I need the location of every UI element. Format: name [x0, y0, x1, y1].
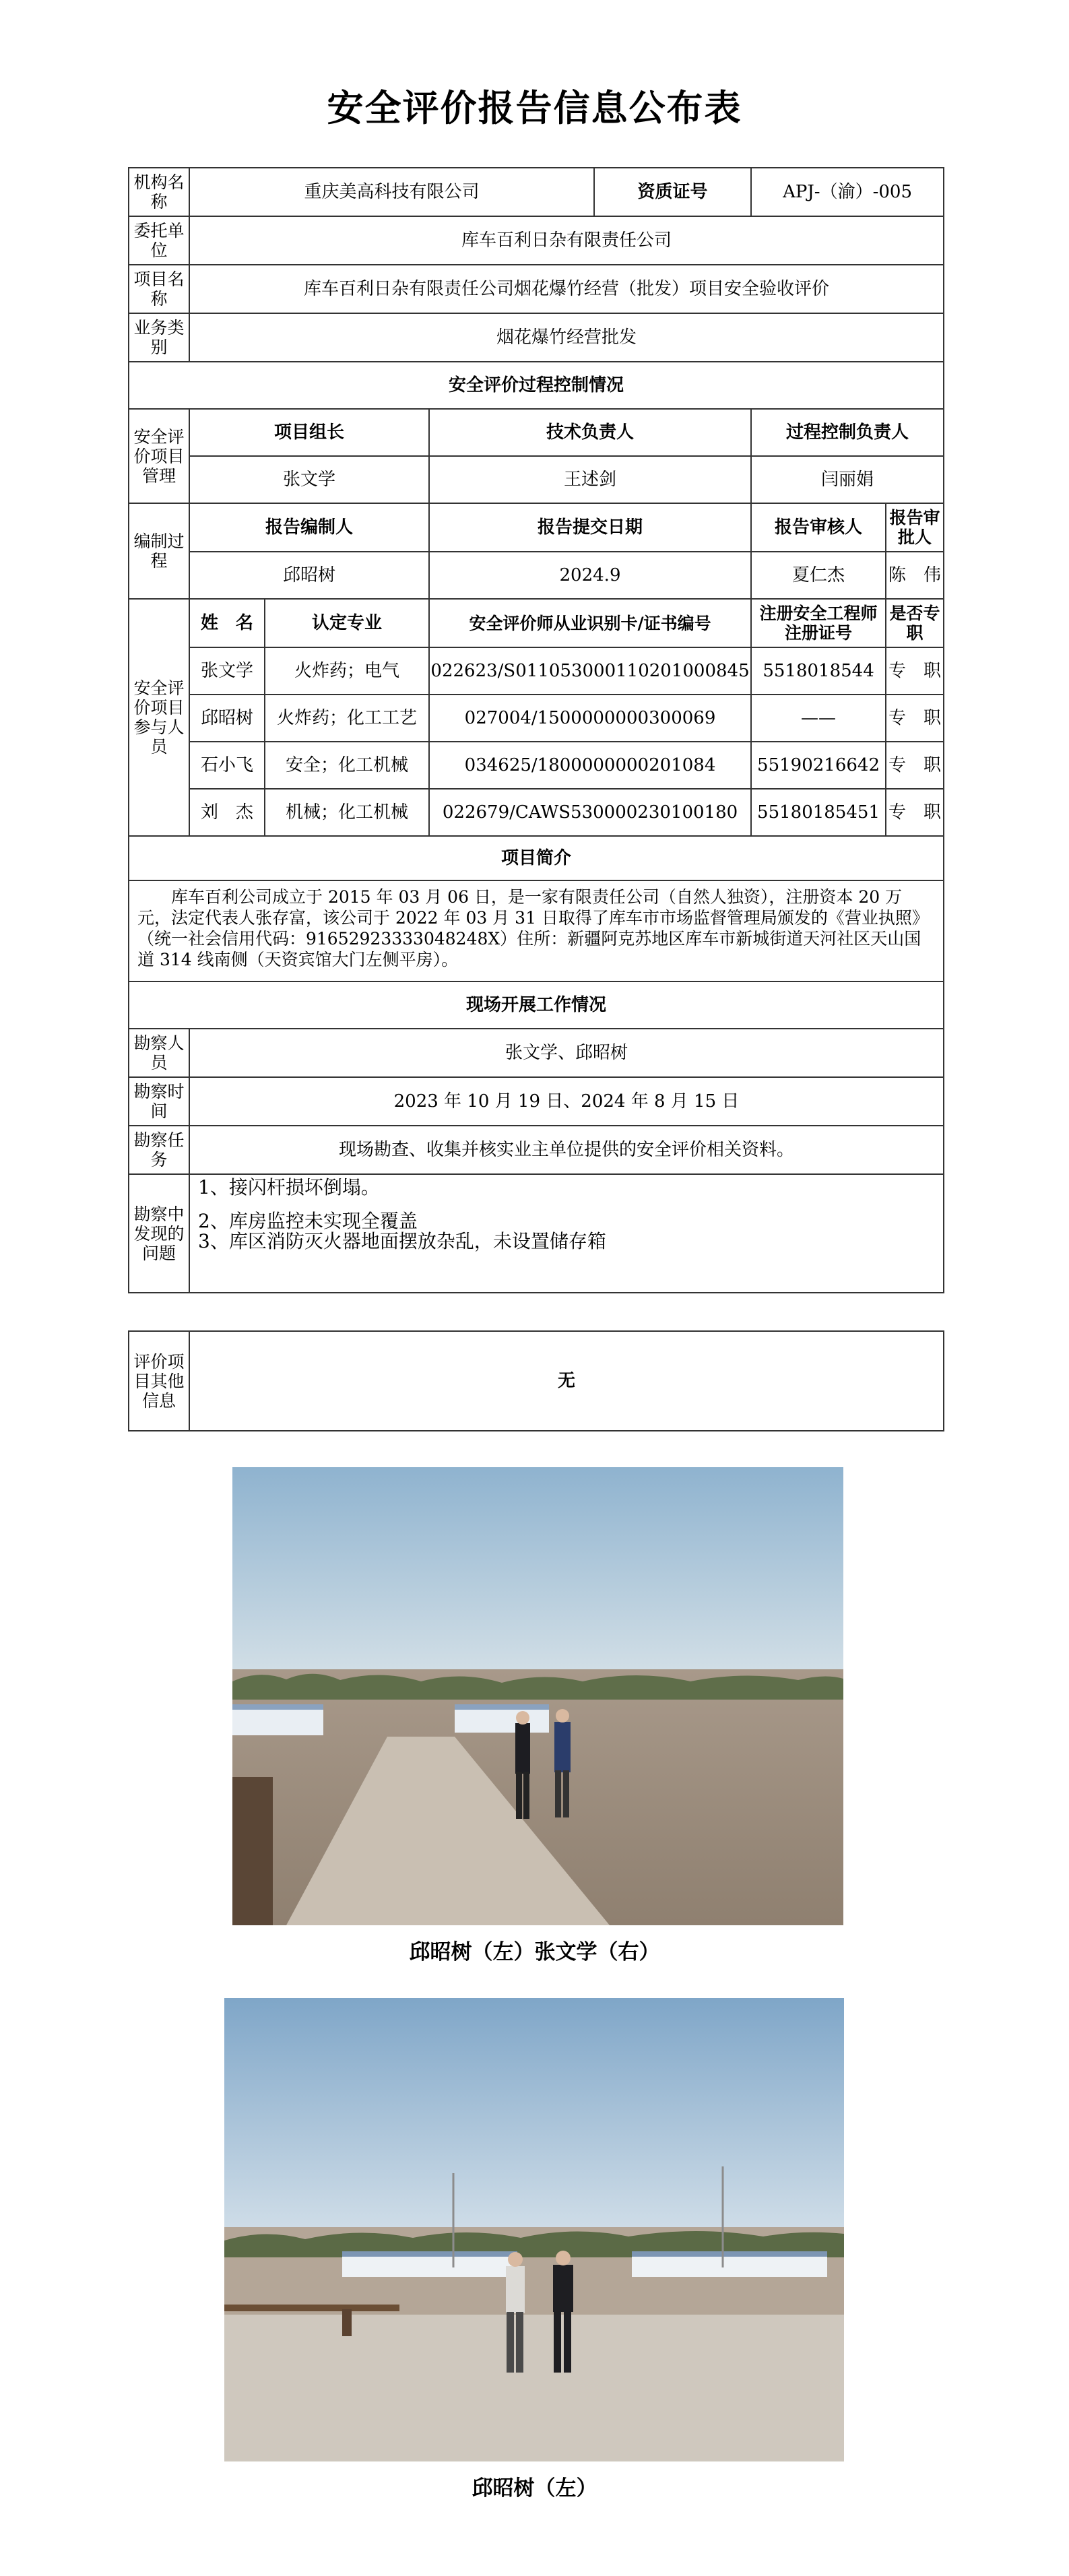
personnel-header-major: 认定专业	[265, 599, 429, 647]
other-value: 无	[189, 1331, 944, 1431]
person-major: 安全；化工机械	[265, 742, 429, 789]
person-major: 火炸药；电气	[265, 647, 429, 695]
person-reg: ——	[751, 695, 886, 742]
mgmt-header-leader: 项目组长	[189, 409, 429, 456]
mgmt-header-control: 过程控制负责人	[751, 409, 944, 456]
compile-header-approver: 报告审批人	[886, 503, 944, 552]
person-fulltime: 专 职	[886, 789, 944, 836]
personnel-header-name: 姓 名	[189, 599, 265, 647]
person-card: 027004/1500000000300069	[429, 695, 751, 742]
compile-label: 编制过程	[129, 503, 189, 599]
person-fulltime: 专 职	[886, 695, 944, 742]
survey-issues-list	[189, 1174, 944, 1293]
cert-value: APJ-（渝）-005	[751, 168, 944, 216]
site-section-title: 现场开展工作情况	[129, 981, 944, 1029]
compile-value-reviewer: 夏仁杰	[751, 552, 886, 599]
compile-value-date: 2024.9	[429, 552, 751, 599]
project-label: 项目名称	[129, 265, 189, 313]
personnel-header-fulltime: 是否专职	[886, 599, 944, 647]
compile-header-author: 报告编制人	[189, 503, 429, 552]
person-fulltime: 专 职	[886, 647, 944, 695]
mgmt-value-leader: 张文学	[189, 456, 429, 503]
person-fulltime: 专 职	[886, 742, 944, 789]
page-title: 安全评价报告信息公布表	[327, 87, 742, 129]
personnel-header-reg: 注册安全工程师注册证号	[751, 599, 886, 647]
business-label: 业务类别	[129, 313, 189, 362]
survey-task-value: 现场勘查、收集并核实业主单位提供的安全评价相关资料。	[189, 1126, 944, 1174]
other-info-table	[128, 1330, 944, 1431]
issue-item: 1、接闪杆损坏倒塌。	[198, 1176, 380, 1198]
info-table	[128, 167, 944, 1293]
person-major: 火炸药；化工工艺	[265, 695, 429, 742]
personnel-header-card: 安全评价师从业识别卡/证书编号	[429, 599, 751, 647]
org-label: 机构名称	[129, 168, 189, 216]
site-photo-2-image	[224, 1998, 844, 2461]
mgmt-header-tech: 技术负责人	[429, 409, 751, 456]
person-card: 022623/S011053000110201000845	[429, 647, 751, 695]
management-label: 安全评价项目管理	[129, 409, 189, 503]
compile-value-author: 邱昭树	[189, 552, 429, 599]
issue-item: 2、库房监控未实现全覆盖	[198, 1210, 418, 1232]
person-reg: 5518018544	[751, 647, 886, 695]
survey-people-label: 勘察人员	[129, 1029, 189, 1077]
other-label: 评价项目其他信息	[129, 1331, 189, 1431]
cert-label: 资质证号	[594, 168, 751, 216]
person-card: 034625/1800000000201084	[429, 742, 751, 789]
survey-time-value: 2023 年 10 月 19 日、2024 年 8 月 15 日	[189, 1077, 944, 1126]
person-name: 张文学	[189, 647, 265, 695]
project-value: 库车百利日杂有限责任公司烟花爆竹经营（批发）项目安全验收评价	[189, 265, 944, 313]
survey-time-label: 勘察时间	[129, 1077, 189, 1126]
client-value: 库车百利日杂有限责任公司	[189, 216, 944, 265]
person-name: 石小飞	[189, 742, 265, 789]
person-name: 刘 杰	[189, 789, 265, 836]
intro-text: 库车百利公司成立于 2015 年 03 月 06 日，是一家有限责任公司（自然人独资），注册资本 20 万元，法定代表人张存富，该公司于 2022 年 03 月 31 日取得了库车市市场监督管理局颁发的《营业执照》（统一社会信用代码：91652923333048248X）住所：新疆阿克苏地区库车市新城街道天河社区天山国道 314 线南侧（天资宾馆大门左侧平房）。	[137, 887, 929, 969]
person-reg: 55180185451	[751, 789, 886, 836]
person-major: 机械；化工机械	[265, 789, 429, 836]
site-photo-2	[224, 1998, 844, 2461]
site-photo-1-image	[232, 1467, 843, 1925]
survey-task-label: 勘察任务	[129, 1126, 189, 1174]
photo-1-caption: 邱昭树（左）张文学（右）	[409, 1940, 660, 1964]
person-reg: 55190216642	[751, 742, 886, 789]
compile-header-reviewer: 报告审核人	[751, 503, 886, 552]
survey-people-value: 张文学、邱昭树	[189, 1029, 944, 1077]
site-photo-1	[232, 1467, 843, 1925]
intro-cell	[129, 880, 944, 981]
process-section-title: 安全评价过程控制情况	[129, 362, 944, 409]
mgmt-value-control: 闫丽娟	[751, 456, 944, 503]
personnel-label: 安全评价项目参与人员	[129, 599, 189, 836]
intro-section-title: 项目简介	[129, 836, 944, 880]
business-value: 烟花爆竹经营批发	[189, 313, 944, 362]
issue-item: 3、库区消防灭火器地面摆放杂乱，未设置储存箱	[198, 1230, 606, 1252]
person-name: 邱昭树	[189, 695, 265, 742]
photo-2-caption: 邱昭树（左）	[472, 2476, 597, 2501]
client-label: 委托单位	[129, 216, 189, 265]
org-value: 重庆美高科技有限公司	[189, 168, 594, 216]
compile-value-approver: 陈 伟	[886, 552, 944, 599]
person-card: 022679/CAWS530000230100180	[429, 789, 751, 836]
compile-header-date: 报告提交日期	[429, 503, 751, 552]
mgmt-value-tech: 王述剑	[429, 456, 751, 503]
survey-issues-label: 勘察中发现的问题	[129, 1174, 189, 1293]
